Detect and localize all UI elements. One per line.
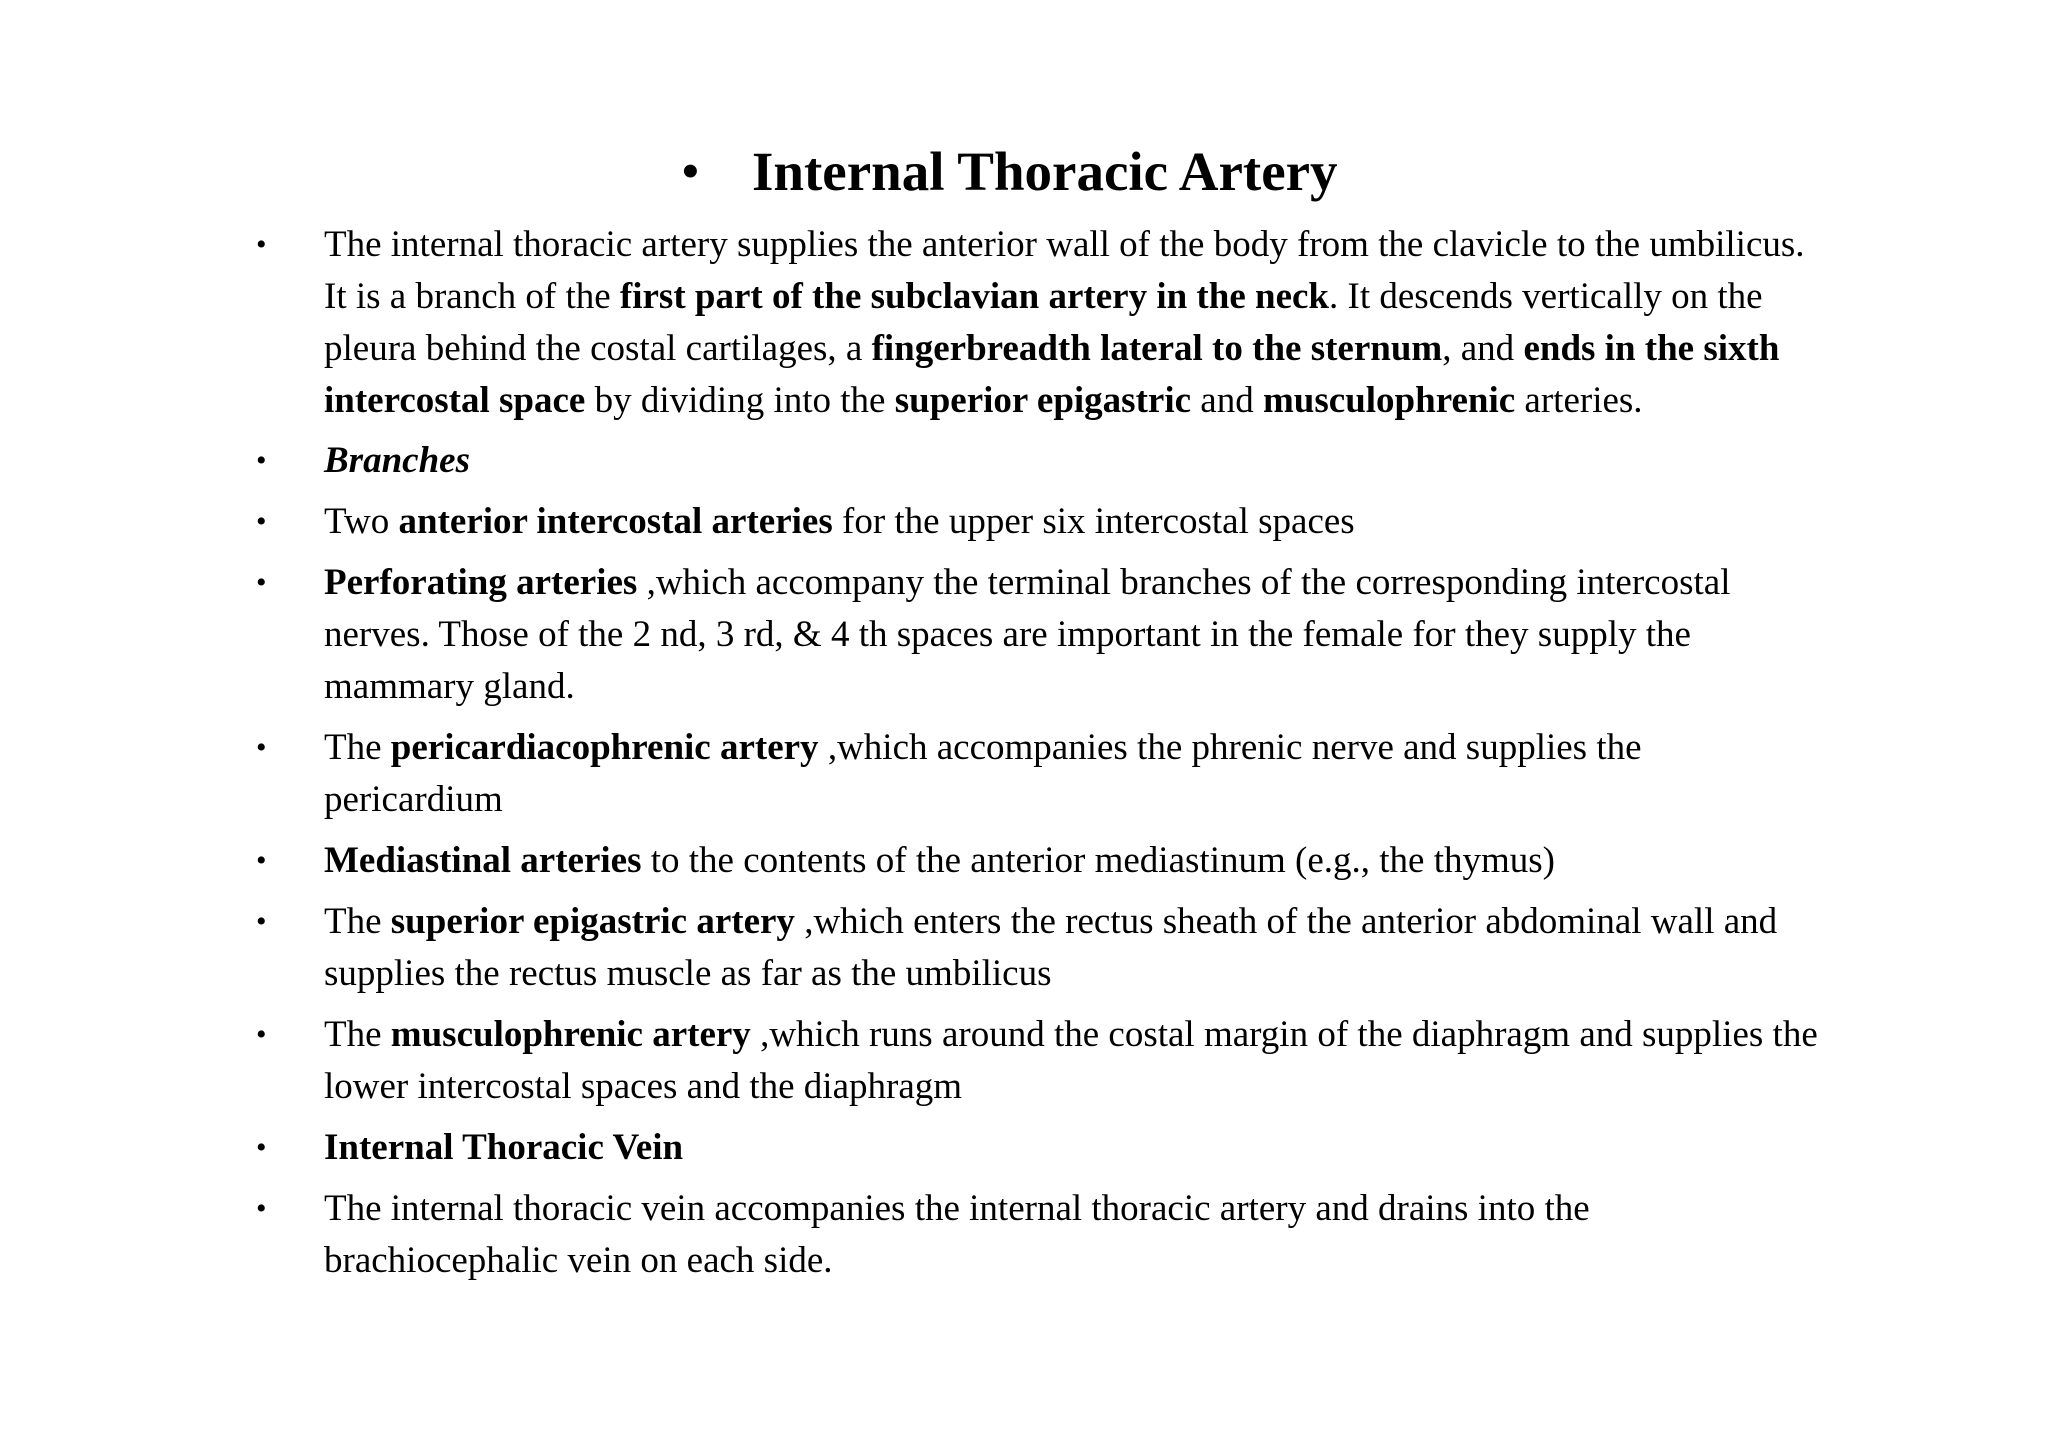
list-item — [0, 1122, 1824, 1174]
list-item — [0, 896, 1824, 1000]
bold-term: musculophrenic — [1262, 380, 1516, 421]
title-row — [0, 132, 2048, 212]
text-run: arteries. — [1515, 380, 1643, 421]
list-item-text — [324, 896, 1824, 1000]
text-run: Two — [324, 501, 399, 542]
bullet-icon: • — [256, 444, 267, 477]
list-item — [0, 435, 1824, 487]
bullet-list — [0, 219, 2048, 1296]
text-run: ,which accompany the terminal branches of the corresponding intercostal nerves. Those of the 2 nd, 3 rd, & 4 th spaces are important in the female for they supply the mammary gland. — [324, 562, 1731, 707]
bullet-icon: • — [256, 844, 267, 877]
list-item-text — [324, 557, 1824, 713]
list-item-text — [324, 1122, 1824, 1174]
bullet-icon: • — [256, 1018, 267, 1051]
list-item-text — [324, 435, 1824, 487]
text-run: by dividing into the — [585, 380, 895, 421]
text-run: to the contents of the anterior mediastinum (e.g., the thymus) — [641, 840, 1555, 881]
bold-term: Perforating arteries — [324, 562, 638, 603]
bullet-icon: • — [256, 505, 267, 538]
list-item-text — [324, 722, 1824, 826]
bullet-icon: • — [256, 228, 267, 261]
text-run: ,which enters the rectus sheath of the anterior abdominal wall and supplies the rectus muscle as far as the umbilicus — [324, 901, 1778, 994]
list-item — [0, 557, 1824, 713]
bold-term: superior epigastric artery — [390, 901, 795, 942]
bold-term: Mediastinal arteries — [324, 840, 642, 881]
list-item-text — [324, 1183, 1824, 1287]
list-item-text — [324, 1009, 1824, 1113]
bullet-icon: • — [256, 905, 267, 938]
bold-term: superior epigastric — [894, 380, 1192, 421]
list-item — [0, 1009, 1824, 1113]
page-title: Internal Thoracic Artery — [752, 141, 1338, 202]
section-heading: Branches — [324, 440, 470, 481]
text-run: The internal thoracic artery supplies the anterior wall of the body from the clavicle to the umbilicus. It is a branch of the — [324, 224, 1805, 317]
bold-term: pericardiacophrenic artery — [390, 727, 819, 768]
list-item — [0, 722, 1824, 826]
text-run: The — [324, 901, 391, 942]
bold-term: Internal Thoracic Vein — [324, 1127, 684, 1168]
bold-term: anterior intercostal arteries — [398, 501, 833, 542]
list-item — [0, 835, 1824, 887]
list-item — [0, 496, 1824, 548]
text-run: for the upper six intercostal spaces — [832, 501, 1355, 542]
bold-term: first part of the subclavian artery in the neck — [619, 276, 1329, 317]
list-item — [0, 1183, 1824, 1287]
text-run: The — [324, 727, 391, 768]
text-run: ,which accompanies the phrenic nerve and supplies the pericardium — [324, 727, 1642, 820]
list-item-text — [324, 496, 1824, 548]
list-item-text — [324, 835, 1824, 887]
title-bullet: • — [682, 145, 699, 198]
bullet-icon: • — [256, 1131, 267, 1164]
list-item — [0, 219, 1824, 427]
bold-term: ends in the sixth intercostal space — [324, 328, 1780, 421]
text-run: . It descends vertically on the pleura behind the costal cartilages, a — [324, 276, 1763, 369]
bullet-icon: • — [256, 566, 267, 599]
bold-term: musculophrenic artery — [390, 1014, 751, 1055]
text-run: ,which runs around the costal margin of the diaphragm and supplies the lower intercostal spaces and the diaphragm — [324, 1014, 1818, 1107]
text-run: and — [1191, 380, 1263, 421]
list-item-text — [324, 219, 1824, 427]
text-run: , and — [1442, 328, 1524, 369]
bullet-icon: • — [256, 731, 267, 764]
text-run: The — [324, 1014, 391, 1055]
bullet-icon: • — [256, 1192, 267, 1225]
text-run: The internal thoracic vein accompanies the internal thoracic artery and drains into the brachiocephalic vein on each side. — [324, 1188, 1590, 1281]
bold-term: fingerbreadth lateral to the sternum — [871, 328, 1443, 369]
